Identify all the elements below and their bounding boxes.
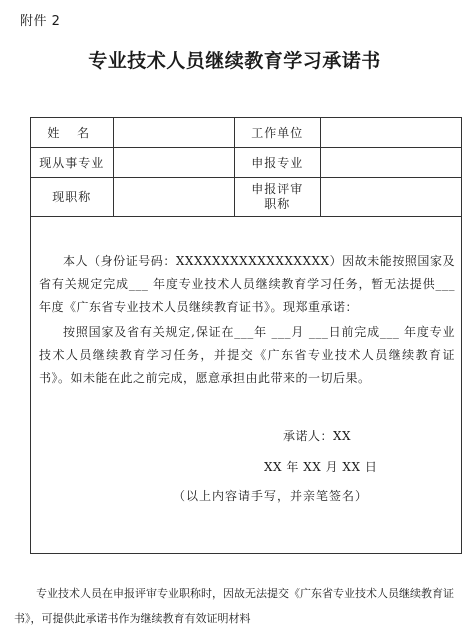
table-row — [31, 178, 461, 217]
table-row — [31, 118, 461, 148]
applied-title-field[interactable] — [321, 178, 461, 217]
date-line: XX 年 XX 月 XX 日 — [264, 460, 378, 474]
applied-title-label: 申报评审 职称 — [234, 178, 320, 217]
personal-info-table — [31, 118, 461, 217]
footnote: 专业技术人员在申报评审专业职称时，因故无法提交《广东省专业技术人员继续教育证书》，可提供此承诺书作为继续教育有效证明材料 — [14, 587, 454, 625]
current-specialty-label: 现从事专业 — [31, 148, 113, 178]
current-title-label: 现职称 — [31, 178, 113, 217]
name-label: 姓 名 — [31, 118, 113, 148]
page-title: 专业技术人员继续教育学习承诺书 — [88, 50, 381, 72]
work-unit-field[interactable] — [321, 118, 461, 148]
current-title-field[interactable] — [113, 178, 234, 217]
commitment-paragraph-1: 本人（身份证号码：XXXXXXXXXXXXXXXXX）因故未能按照国家及省有关规定完成___ 年度专业技术人员继续教育学习任务，暂无法提供___年度《广东省专业技术人员继续教育证书》。现郑重承诺： — [39, 254, 455, 314]
applied-specialty-label: 申报专业 — [234, 148, 320, 178]
name-field[interactable] — [113, 118, 234, 148]
attachment-label: 附件 2 — [20, 14, 61, 29]
signer-line: 承诺人：XX — [283, 429, 352, 443]
handwrite-note: （以上内容请手写，并亲笔签名） — [173, 489, 369, 503]
table-row — [31, 148, 461, 178]
commitment-body — [31, 250, 461, 390]
commitment-form — [30, 117, 462, 554]
applied-specialty-field[interactable] — [321, 148, 461, 178]
current-specialty-field[interactable] — [113, 148, 234, 178]
commitment-paragraph-2: 按照国家及省有关规定,保证在___年 ___月 ___日前完成___ 年度专业技术人员继续教育学习任务，并提交《广东省专业技术人员继续教育证书》。如未能在此之前完成，愿意承担由此带来的一切后果。 — [39, 325, 455, 385]
work-unit-label: 工作单位 — [234, 118, 320, 148]
